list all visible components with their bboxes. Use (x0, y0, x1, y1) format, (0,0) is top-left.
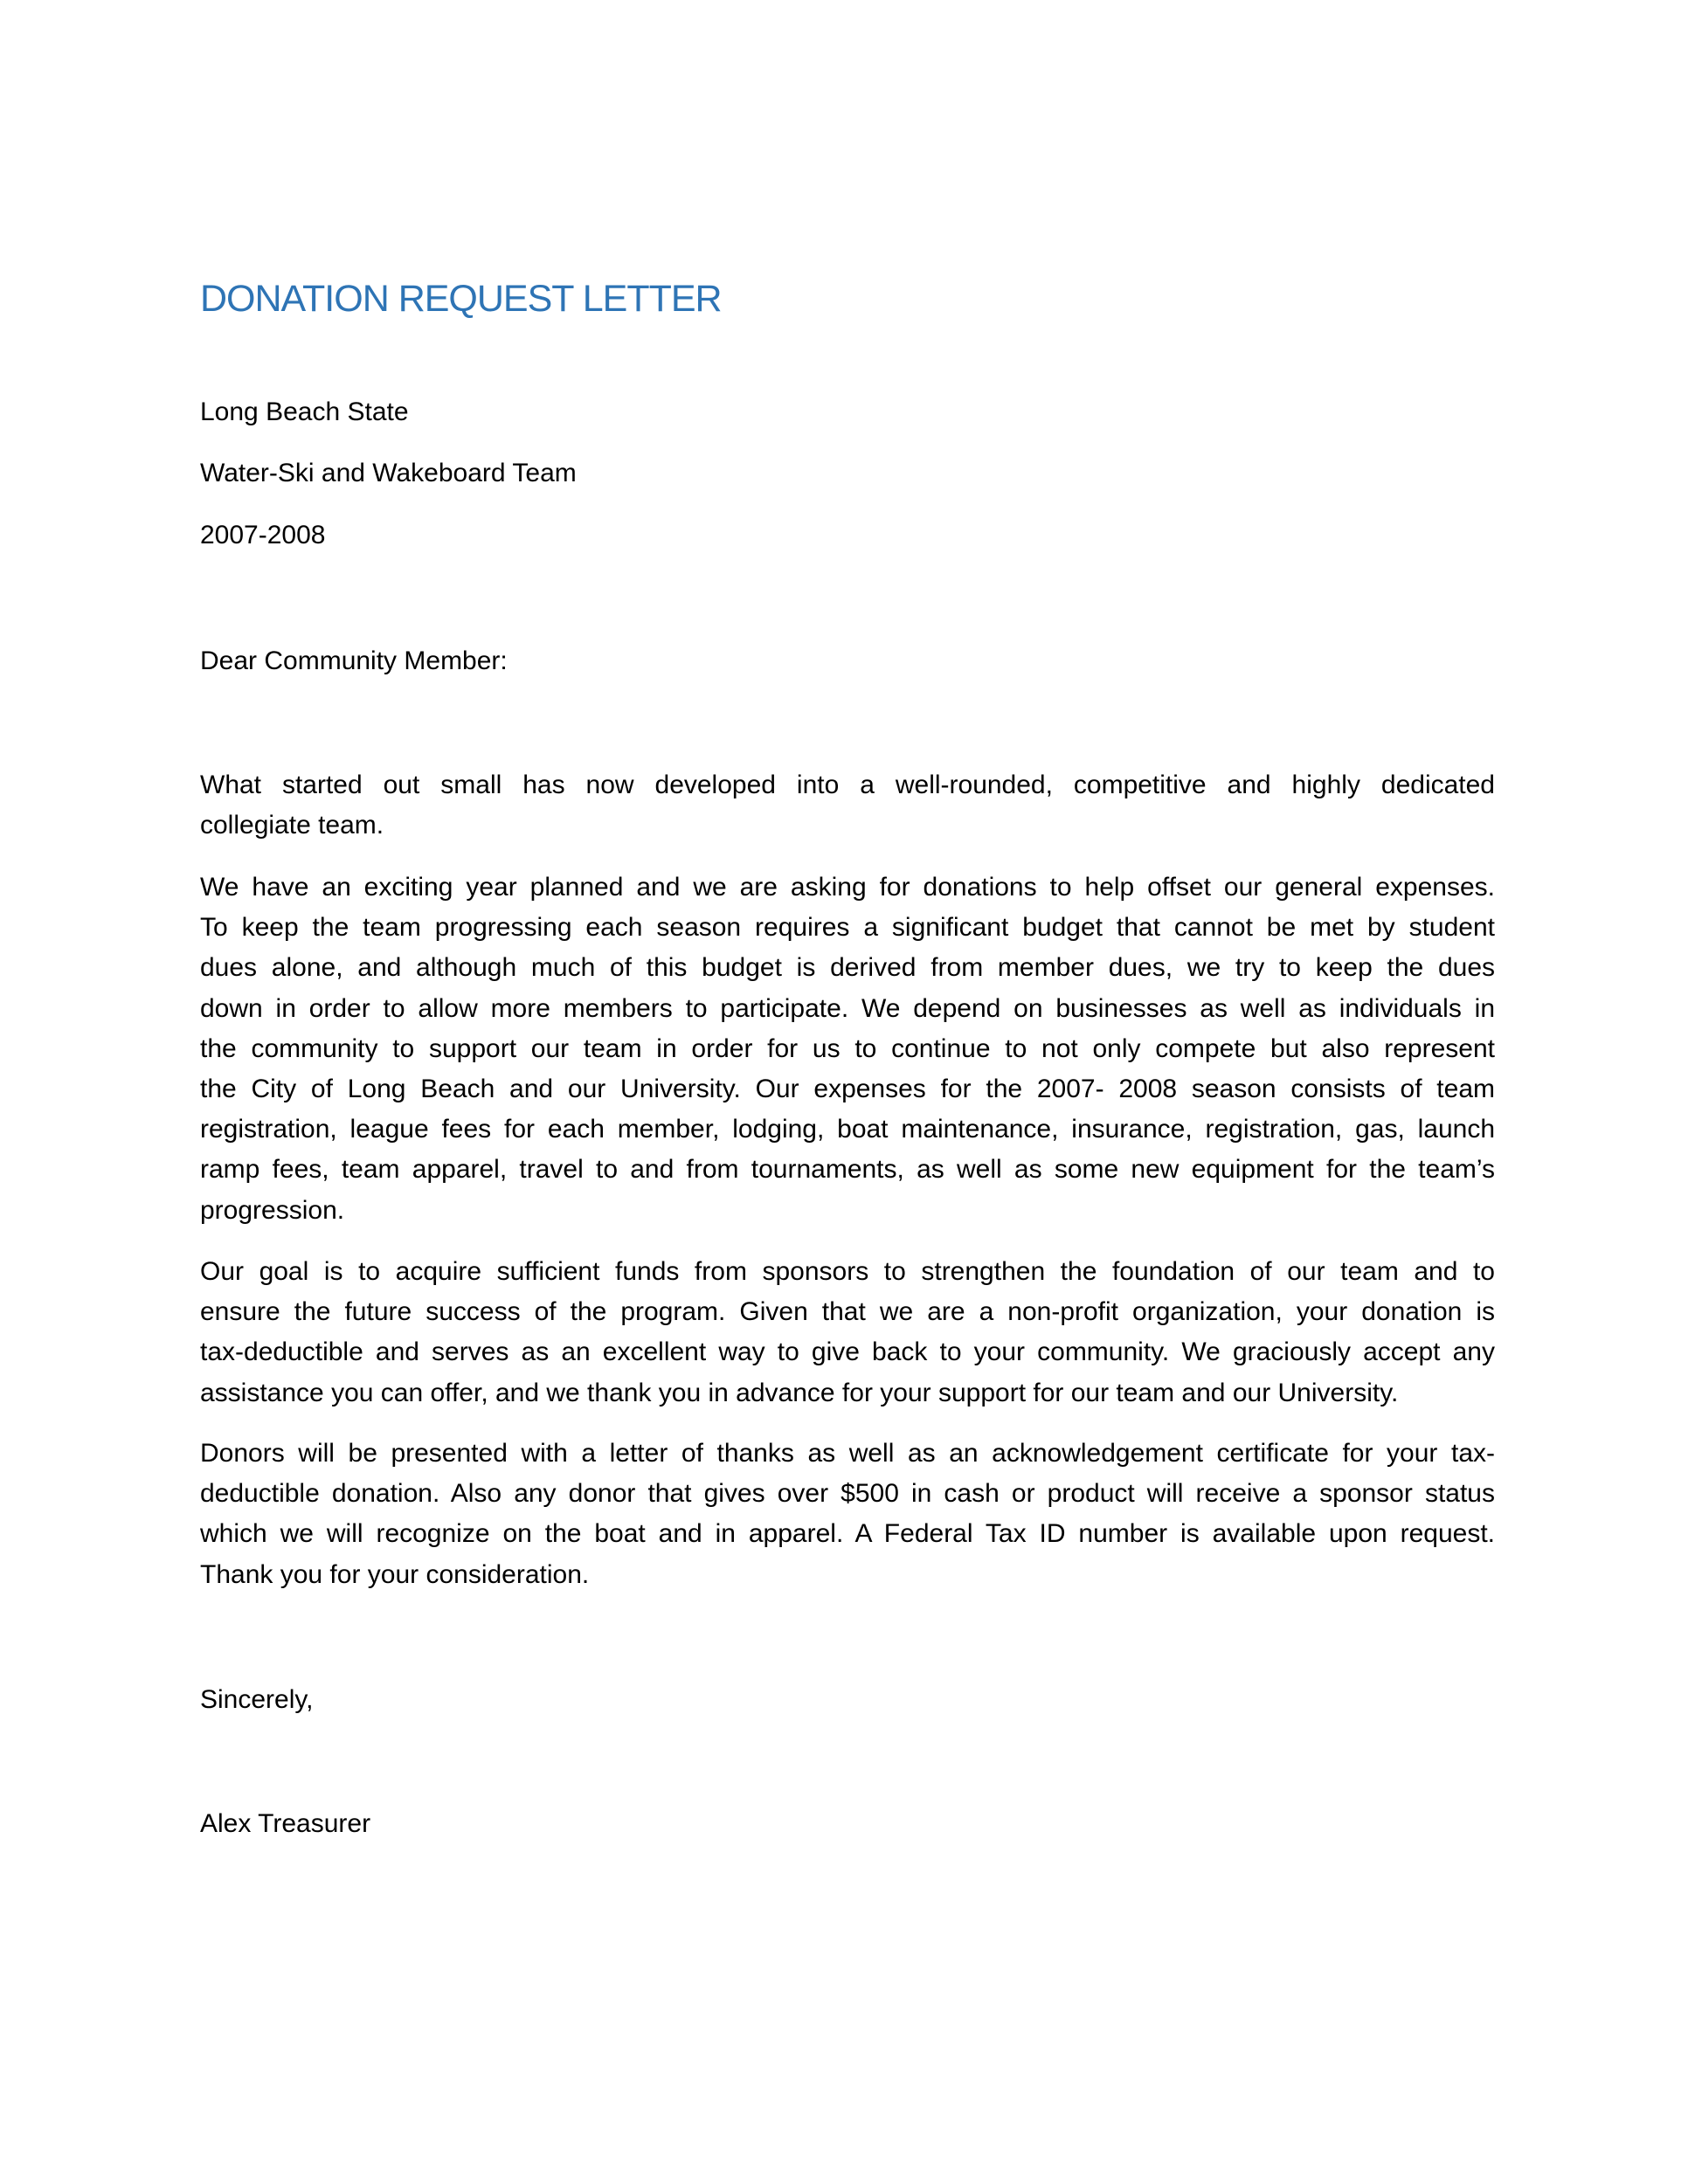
paragraph-4 (200, 1434, 1495, 1595)
paragraph-line: ramp fees, team apparel, travel to and from tournaments, as well as some new equipment for the team’s (200, 1155, 1495, 1185)
paragraph-line: registration, league fees for each member, lodging, boat maintenance, insurance, registration, gas, launch (200, 1115, 1495, 1144)
paragraph-1 (200, 765, 1495, 846)
paragraph-3 (200, 1252, 1495, 1413)
closing: Sincerely, (200, 1685, 314, 1714)
salutation: Dear Community Member: (200, 646, 508, 675)
sender-season: 2007-2008 (200, 521, 326, 549)
paragraph-line: deductible donation. Also any donor that gives over $500 in cash or product will receive a sponsor status (200, 1479, 1495, 1509)
paragraph-line: To keep the team progressing each season requires a significant budget that cannot be met by student (200, 913, 1495, 943)
paragraph-line: the City of Long Beach and our University. Our expenses for the 2007- 2008 season consists of team (200, 1074, 1495, 1103)
paragraph-line: Donors will be presented with a letter of thanks as well as an acknowledgement certificate for your tax- (200, 1439, 1495, 1468)
paragraph-line: assistance you can offer, and we thank you in advance for your support for our team and our University. (200, 1378, 1399, 1407)
paragraph-line: ensure the future success of the program. Given that we are a non-profit organization, your donation is (200, 1297, 1495, 1327)
sender-team: Water-Ski and Wakeboard Team (200, 459, 577, 487)
paragraph-line: which we will recognize on the boat and in apparel. A Federal Tax ID number is available upon request. (200, 1519, 1495, 1549)
paragraph-line: What started out small has now developed into a well-rounded, competitive and highly dedicated (200, 771, 1495, 799)
paragraph-line: the community to support our team in order for us to continue to not only compete but also represent (200, 1033, 1495, 1063)
paragraph-line: Our goal is to acquire sufficient funds from sponsors to strengthen the foundation of our team and to (200, 1257, 1495, 1286)
paragraph-2 (200, 867, 1495, 1231)
paragraph-line: Thank you for your consideration. (200, 1559, 590, 1589)
document-title: DONATION REQUEST LETTER (200, 278, 722, 320)
paragraph-line: collegiate team. (200, 811, 384, 840)
signature-name: Alex Treasurer (200, 1809, 371, 1838)
paragraph-line: down in order to allow more members to participate. We depend on businesses as well as individuals in (200, 993, 1495, 1023)
paragraph-line: progression. (200, 1195, 345, 1225)
paragraph-line: We have an exciting year planned and we are asking for donations to help offset our general expenses. (200, 873, 1495, 902)
sender-organization: Long Beach State (200, 397, 409, 426)
paragraph-line: tax-deductible and serves as an excellent way to give back to your community. We graciously accept any (200, 1337, 1495, 1367)
paragraph-line: dues alone, and although much of this budget is derived from member dues, we try to keep the dues (200, 953, 1495, 983)
